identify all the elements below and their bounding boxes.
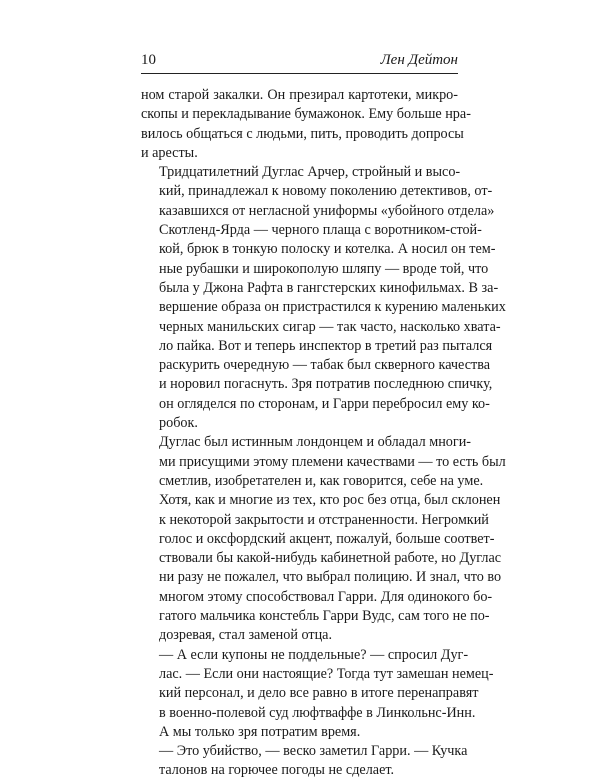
text-line: и норовил погаснуть. Зря потратив последнюю спичку, xyxy=(159,376,493,393)
text-line: ные рубашки и широкополую шляпу — вроде той, что xyxy=(159,260,489,277)
text-line: ми присущими этому племени качествами — то есть был xyxy=(159,453,506,470)
text-line: гатого мальчика констебль Гарри Вудс, сам того не по- xyxy=(159,608,490,625)
text-line: раскурить очередную — табак был скверного качества xyxy=(159,357,491,374)
paragraph xyxy=(141,86,471,163)
paragraph xyxy=(141,163,506,433)
text-line: дозревая, стал заменой отца. xyxy=(159,627,333,644)
text-line: ствовали бы какой-нибудь кабинетной работе, но Дуглас xyxy=(159,550,502,567)
text-line: Хотя, как и многие из тех, кто рос без отца, был склонен xyxy=(159,492,501,509)
text-line: робок. xyxy=(159,415,198,432)
text-line: была у Джона Рафта в гангстерских кинофильмах. В за- xyxy=(159,279,499,296)
text-line: Дуглас был истинным лондонцем и обладал многи- xyxy=(159,434,472,451)
text-line: многом этому способствовал Гарри. Для одинокого бо- xyxy=(159,588,493,605)
text-line: ном старой закалки. Он презирал картотеки, микро- xyxy=(141,87,458,103)
text-line: кий персонал, и дело все равно в итоге перенаправят xyxy=(159,685,479,702)
text-line: вершение образа он пристрастился к курению маленьких xyxy=(159,299,506,316)
paragraph xyxy=(141,646,494,742)
header-rule xyxy=(141,73,458,74)
text-line: Тридцатилетний Дуглас Арчер, стройный и высо- xyxy=(159,164,461,181)
text-line: вилось общаться с людьми, пить, проводить допросы xyxy=(141,125,464,142)
text-line: сметлив, изобретателен и, как говорится, себе на уме. xyxy=(159,472,484,489)
text-line: он огляделся по сторонам, и Гарри перебросил ему ко- xyxy=(159,395,490,412)
text-line: голос и оксфордский акцент, пожалуй, больше соответ- xyxy=(159,530,495,547)
text-line: скопы и перекладывание бумажонок. Ему больше нра- xyxy=(141,106,471,123)
text-line: — Это убийство, — веско заметил Гарри. — Кучка xyxy=(159,743,468,760)
text-line: черных манильских сигар — так часто, насколько хвата- xyxy=(159,318,501,335)
text-line: ни разу не пожалел, что выбрал полицию. И знал, что во xyxy=(159,569,502,586)
text-line: кий, принадлежал к новому поколению детективов, от- xyxy=(159,183,493,200)
text-line: и аресты. xyxy=(141,144,198,161)
paragraph xyxy=(141,742,468,781)
paragraph xyxy=(141,433,506,645)
page-number: 10 xyxy=(141,52,156,68)
text-line: талонов на горючее погоды не сделает. xyxy=(159,762,395,779)
text-line: кой, брюк в тонкую полоску и котелка. А носил он тем- xyxy=(159,241,496,258)
text-line: лас. — Если они настоящие? Тогда тут замешан немец- xyxy=(159,665,494,682)
text-line: А мы только зря потратим время. xyxy=(159,723,361,740)
text-line: в военно-полевой суд люфтваффе в Линкольнс-Инн. xyxy=(159,704,476,721)
running-title: Лен Дейтон xyxy=(380,52,458,68)
body-text xyxy=(141,86,506,781)
text-line: казавшихся от негласной униформы «убойного отдела» xyxy=(159,202,495,219)
text-line: к некоторой закрытости и отстраненности. Негромкий xyxy=(159,511,489,528)
page-header xyxy=(141,50,458,72)
text-line: Скотленд-Ярда — черного плаща с воротником-стой- xyxy=(159,222,482,239)
text-line: — А если купоны не поддельные? — спросил Дуг- xyxy=(159,646,469,663)
text-line: ло пайка. Вот и теперь инспектор в третий раз пытался xyxy=(159,337,493,354)
